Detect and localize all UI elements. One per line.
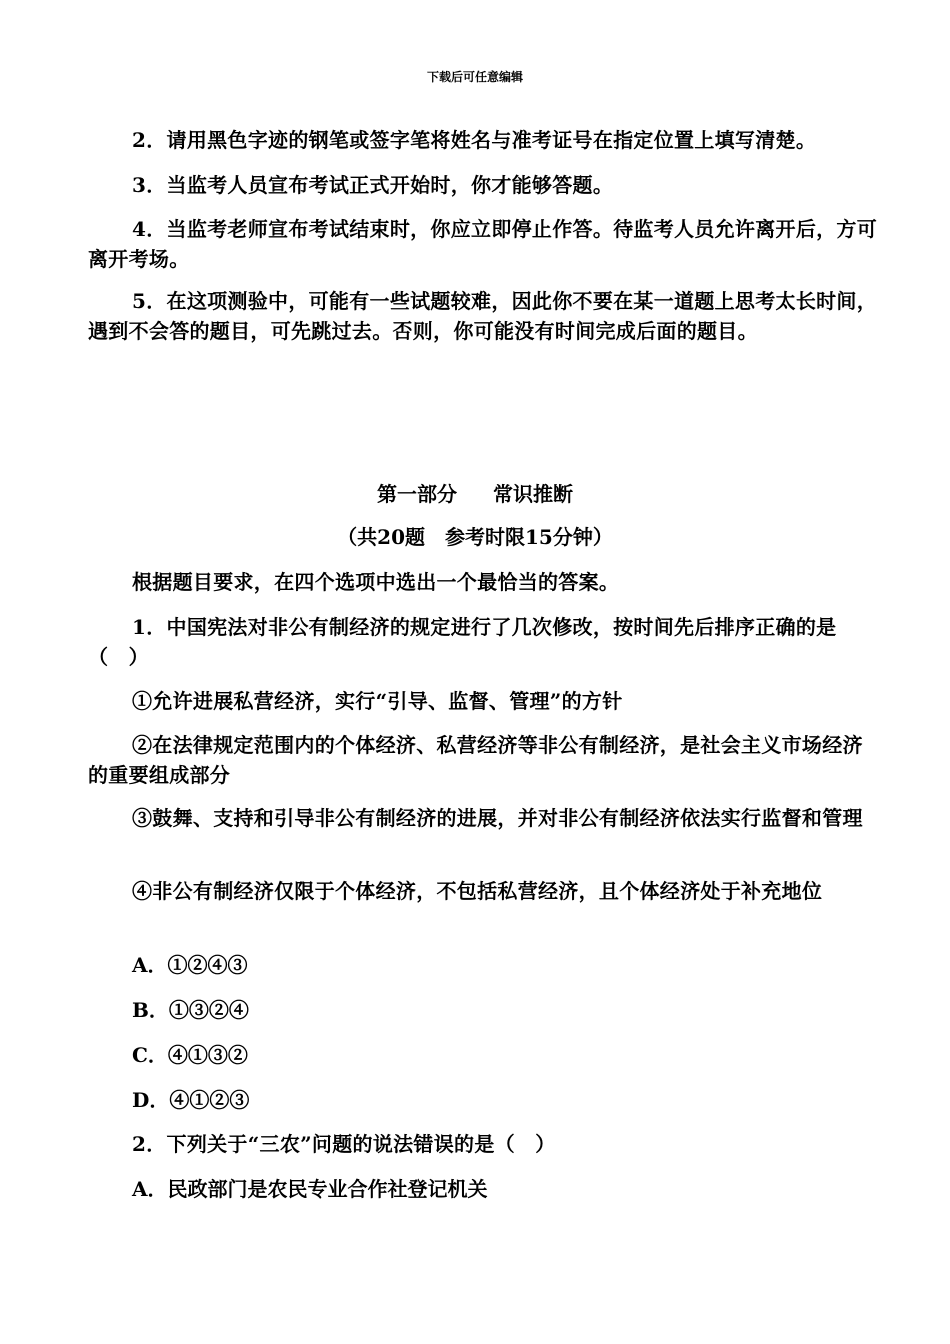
instruction-5: 5．在这项测验中，可能有一些试题较难，因此你不要在某一道题上思考太长时间，遇到不会答的题目，可先跳过去。否则，你可能没有时间完成后面的题目。: [88, 289, 878, 343]
instruction-4: 4．当监考老师宣布考试结束时，你应立即停止作答。待监考人员允许离开后，方可离开考场。: [88, 217, 878, 271]
question-1-option-a: A．①②④③: [132, 953, 248, 977]
question-2-stem: 2．下列关于“三农”问题的说法错误的是（ ）: [132, 1132, 556, 1156]
question-1-option-d: D．④①②③: [132, 1088, 250, 1112]
question-1-item-4: ④非公有制经济仅限于个体经济，不包括私营经济，且个体经济处于补充地位: [132, 879, 823, 903]
question-1-item-2: ②在法律规定范围内的个体经济、私营经济等非公有制经济，是社会主义市场经济的重要组成部分: [88, 733, 863, 787]
question-2-option-a: A．民政部门是农民专业合作社登记机关: [132, 1177, 488, 1201]
page-header: 下载后可任意编辑: [426, 70, 523, 84]
section-subtitle: （共20题 参考时限15分钟）: [337, 525, 613, 549]
section-part: 第一部分: [377, 482, 457, 506]
section-directions: 根据题目要求，在四个选项中选出一个最恰当的答案。: [132, 570, 620, 594]
question-1-stem: 1．中国宪法对非公有制经济的规定进行了几次修改，按时间先后排序正确的是（ ）: [88, 615, 837, 669]
section-name: 常识推断: [493, 482, 573, 506]
section-title: [0, 479, 950, 509]
instruction-2: 2．请用黑色字迹的钢笔或签字笔将姓名与准考证号在指定位置上填写清楚。: [132, 128, 817, 152]
question-1-item-3: ③鼓舞、支持和引导非公有制经济的进展，并对非公有制经济依法实行监督和管理: [132, 806, 863, 830]
question-1-option-b: B．①③②④: [132, 998, 249, 1022]
question-1-option-c: C．④①③②: [132, 1043, 248, 1067]
question-1-item-1: ①允许进展私营经济，实行“引导、监督、管理”的方针: [132, 689, 623, 713]
instruction-3: 3．当监考人员宣布考试正式开始时，你才能够答题。: [132, 173, 614, 197]
